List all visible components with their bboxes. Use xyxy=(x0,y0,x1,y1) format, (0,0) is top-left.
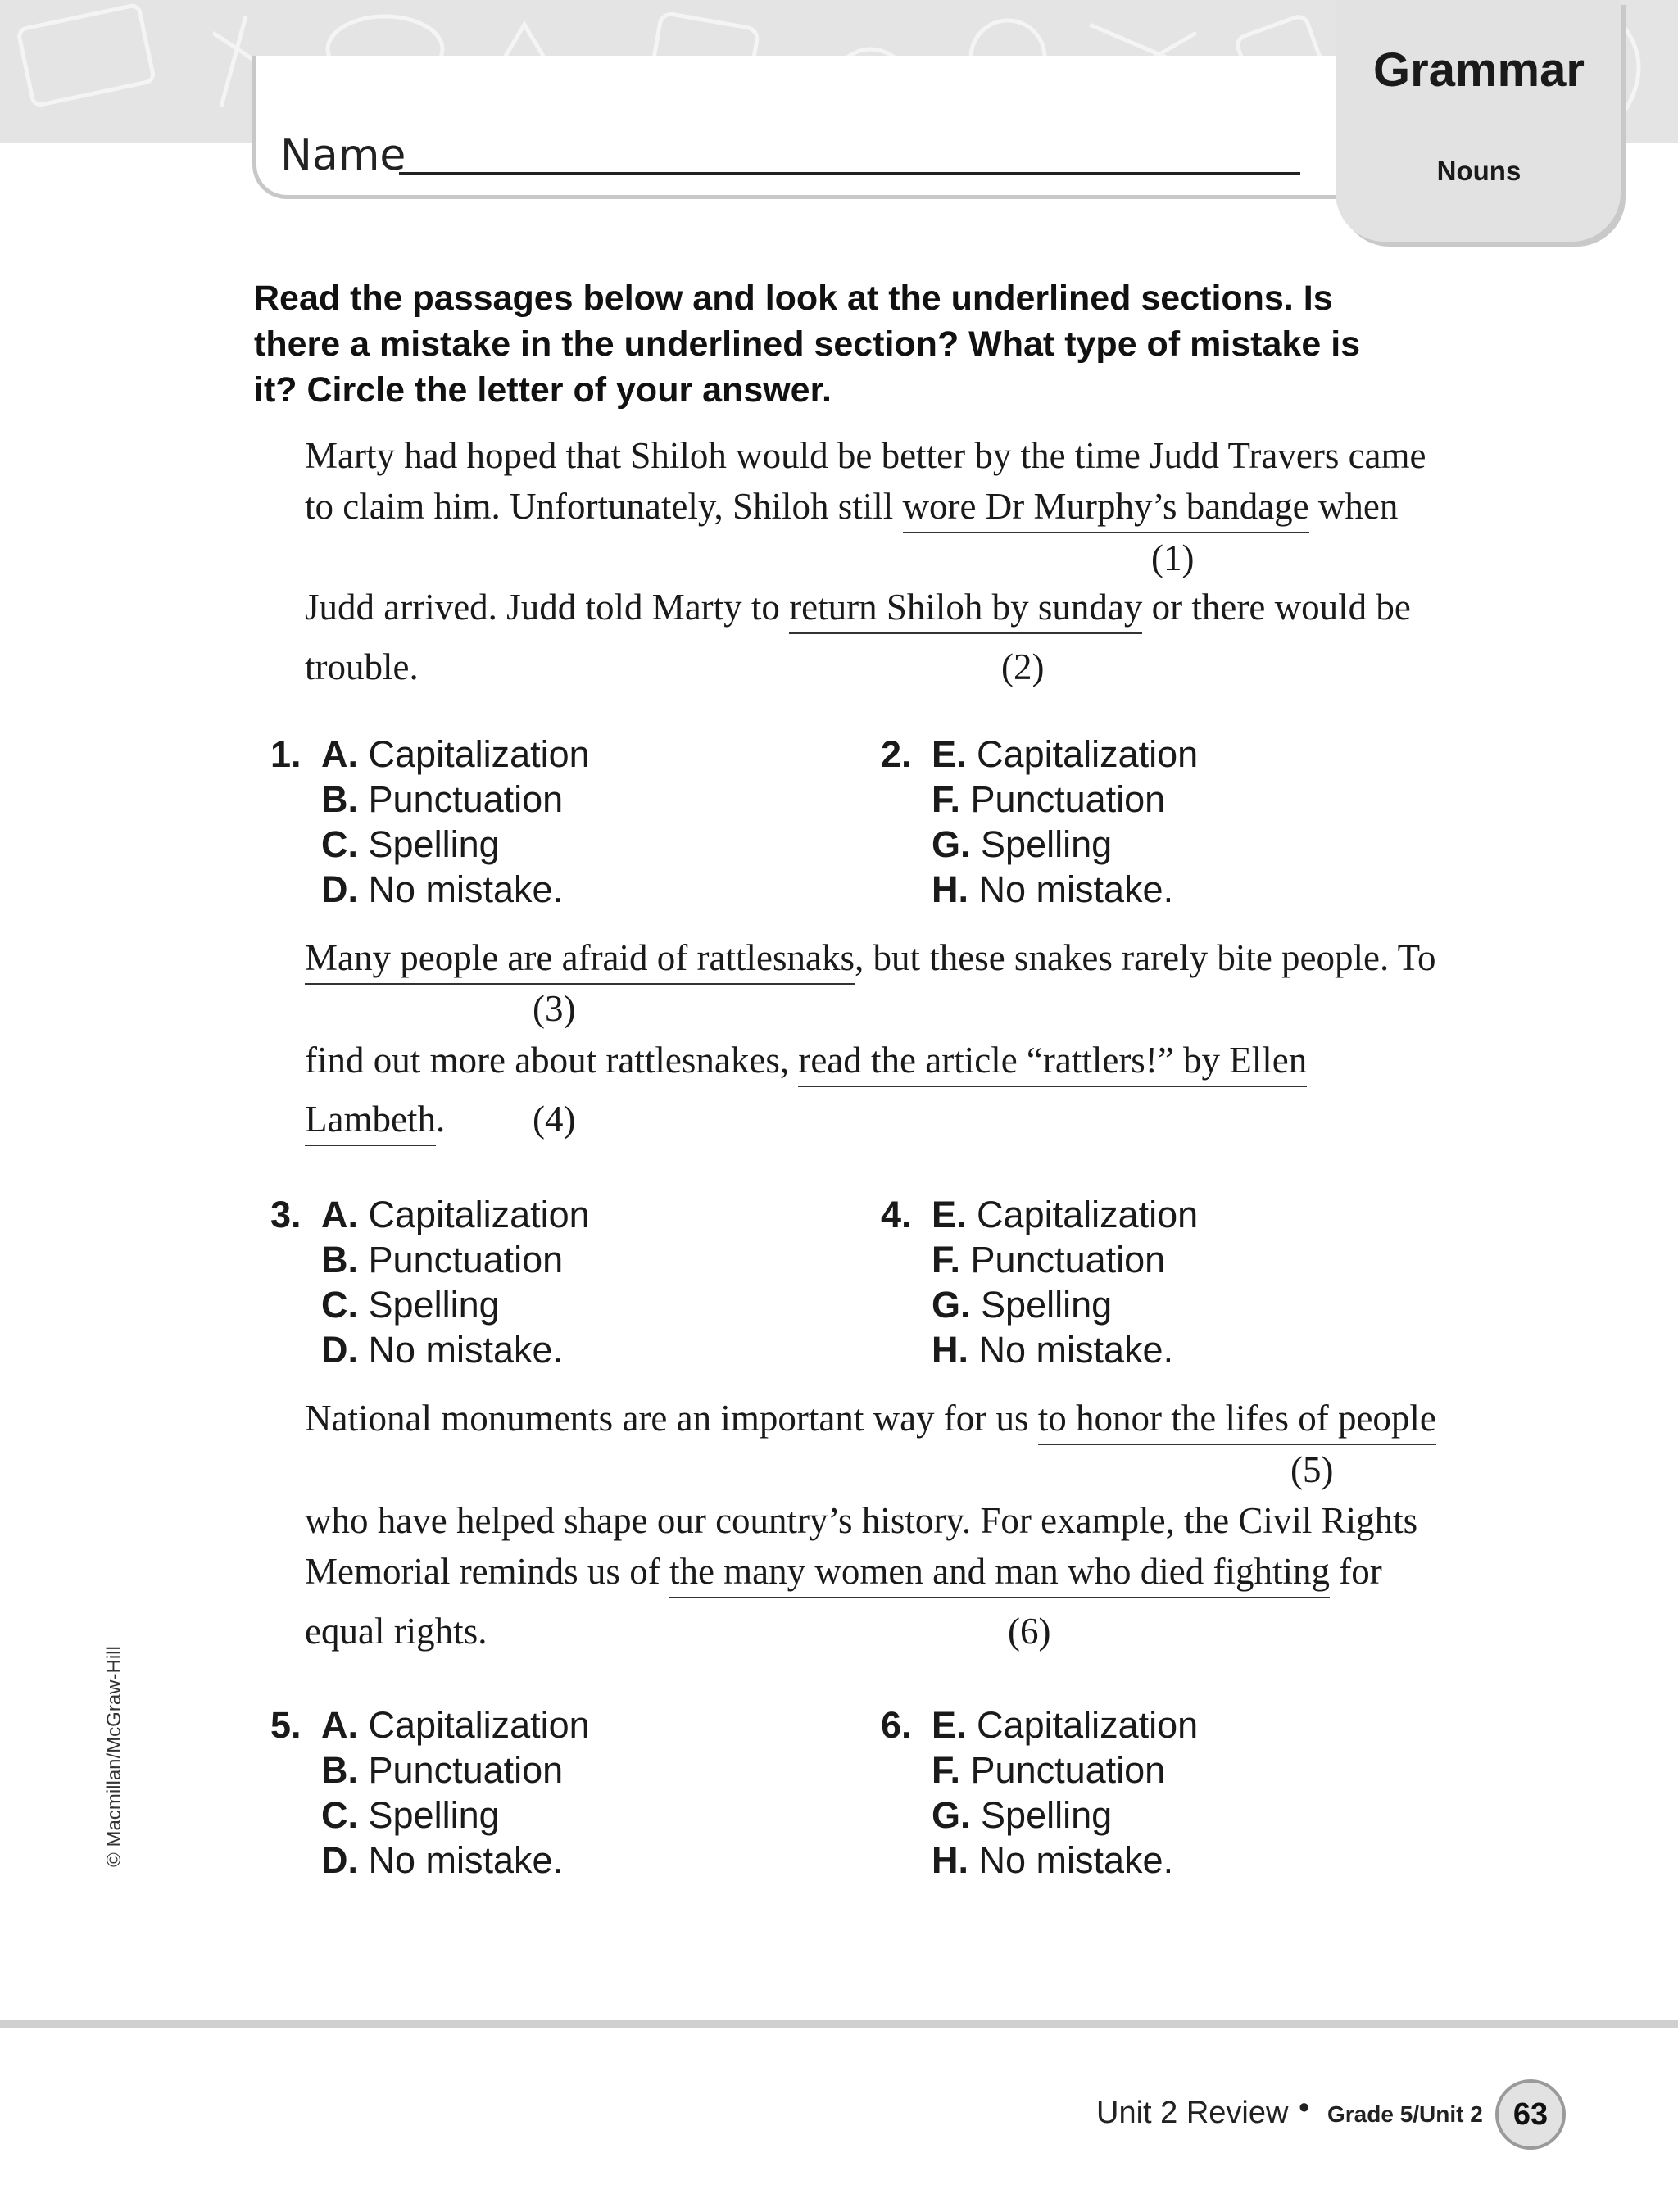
passage-2-line-3 xyxy=(305,1098,445,1140)
instructions-line: it? Circle the letter of your answer. xyxy=(254,370,832,410)
underlined-section-2: return Shiloh by sunday xyxy=(789,587,1142,634)
option-c[interactable]: C. Spelling xyxy=(321,1284,500,1326)
option-a[interactable]: A. Capitalization xyxy=(321,1704,590,1746)
option-b[interactable]: B. Punctuation xyxy=(321,1239,564,1281)
passage-text: to claim him. Unfortunately, Shiloh still xyxy=(305,486,903,527)
question-number: 3. xyxy=(270,1194,302,1235)
passage-text: when xyxy=(1308,486,1399,527)
option-h[interactable]: H. No mistake. xyxy=(932,868,1174,910)
option-g[interactable]: G. Spelling xyxy=(932,1284,1113,1326)
section-number-1: (1) xyxy=(1151,537,1195,578)
passage-1-line-4: trouble. xyxy=(305,646,419,687)
option-d[interactable]: D. No mistake. xyxy=(321,868,564,910)
section-number-6: (6) xyxy=(1008,1611,1051,1652)
question-3 xyxy=(270,1192,590,1372)
option-e[interactable]: E. Capitalization xyxy=(932,733,1199,775)
page-number: 63 xyxy=(1495,2079,1566,2150)
question-4 xyxy=(881,1192,1198,1372)
option-a[interactable]: A. Capitalization xyxy=(321,1194,590,1235)
option-d[interactable]: D. No mistake. xyxy=(321,1839,564,1881)
question-5 xyxy=(270,1702,590,1883)
name-card xyxy=(252,56,1354,199)
passage-text: National monuments are an important way for us xyxy=(305,1398,1038,1439)
underlined-section-4-cont: Lambeth xyxy=(305,1099,436,1146)
option-b[interactable]: B. Punctuation xyxy=(321,1749,564,1791)
option-c[interactable]: C. Spelling xyxy=(321,823,500,865)
option-h[interactable]: H. No mistake. xyxy=(932,1839,1174,1881)
section-number-5: (5) xyxy=(1290,1449,1334,1490)
passage-1-line-3 xyxy=(305,586,1411,628)
option-g[interactable]: G. Spelling xyxy=(932,1794,1113,1836)
section-subtitle: Nouns xyxy=(1436,156,1522,186)
question-number: 4. xyxy=(881,1194,912,1235)
underlined-section-4: read the article “rattlers!” by Ellen xyxy=(798,1040,1307,1087)
question-6 xyxy=(881,1702,1198,1883)
passage-text: . xyxy=(435,1099,446,1140)
section-title: Grammar xyxy=(1373,43,1585,97)
option-f[interactable]: F. Punctuation xyxy=(932,1749,1166,1791)
passage-3-line-4: equal rights. xyxy=(305,1611,488,1652)
option-f[interactable]: F. Punctuation xyxy=(932,1239,1166,1281)
option-h[interactable]: H. No mistake. xyxy=(932,1329,1174,1371)
option-a[interactable]: A. Capitalization xyxy=(321,733,590,775)
instructions-line: Read the passages below and look at the underlined sections. Is xyxy=(254,279,1333,318)
passage-1-line-2 xyxy=(305,485,1398,528)
underlined-section-1: wore Dr Murphy’s bandage xyxy=(903,486,1309,533)
underlined-section-5: to honor the lifes of people xyxy=(1038,1398,1436,1445)
question-1 xyxy=(270,732,590,912)
passage-2-line-2 xyxy=(305,1039,1307,1081)
question-number: 1. xyxy=(270,733,302,775)
passage-text: , but these snakes rarely bite people. To xyxy=(854,937,1436,978)
underlined-section-6: the many women and man who died fighting xyxy=(669,1551,1330,1598)
passage-3-line-2: who have helped shape our country’s history. For example, the Civil Rights xyxy=(305,1500,1418,1541)
passage-2-line-1 xyxy=(305,936,1436,979)
footer-divider xyxy=(0,2020,1678,2028)
passage-text: for xyxy=(1330,1551,1382,1592)
passage-3-line-3 xyxy=(305,1550,1382,1593)
section-number-3: (3) xyxy=(533,988,576,1029)
passage-text: or there would be xyxy=(1142,587,1411,628)
instructions xyxy=(254,275,1483,413)
passage-text: find out more about rattlesnakes, xyxy=(305,1040,799,1081)
question-number: 5. xyxy=(270,1704,302,1746)
option-e[interactable]: E. Capitalization xyxy=(932,1704,1199,1746)
option-b[interactable]: B. Punctuation xyxy=(321,778,564,820)
underlined-section-3: Many people are afraid of rattlesnaks xyxy=(305,937,855,985)
option-f[interactable]: F. Punctuation xyxy=(932,778,1166,820)
question-number: 2. xyxy=(881,733,912,775)
name-field[interactable] xyxy=(399,172,1300,175)
option-c[interactable]: C. Spelling xyxy=(321,1794,500,1836)
footer-review-label: Unit 2 Review xyxy=(1096,2096,1289,2130)
passage-text: Memorial reminds us of xyxy=(305,1551,669,1592)
question-2 xyxy=(881,732,1198,912)
option-g[interactable]: G. Spelling xyxy=(932,823,1113,865)
instructions-line: there a mistake in the underlined section? What type of mistake is xyxy=(254,324,1361,364)
name-label: Name xyxy=(280,131,406,180)
passage-text: Judd arrived. Judd told Marty to xyxy=(305,587,790,628)
copyright-notice: © Macmillan/McGraw-Hill xyxy=(103,1646,125,1867)
footer-bullet: • xyxy=(1299,2091,1310,2125)
option-d[interactable]: D. No mistake. xyxy=(321,1329,564,1371)
question-number: 6. xyxy=(881,1704,912,1746)
footer-grade-label: Grade 5/Unit 2 xyxy=(1327,2101,1483,2127)
section-tab xyxy=(1336,0,1621,242)
section-number-4: (4) xyxy=(533,1099,576,1140)
option-e[interactable]: E. Capitalization xyxy=(932,1194,1199,1235)
passage-1-line-1: Marty had hoped that Shiloh would be better by the time Judd Travers came xyxy=(305,435,1426,476)
passage-3-line-1 xyxy=(305,1397,1436,1439)
section-number-2: (2) xyxy=(1001,646,1045,687)
